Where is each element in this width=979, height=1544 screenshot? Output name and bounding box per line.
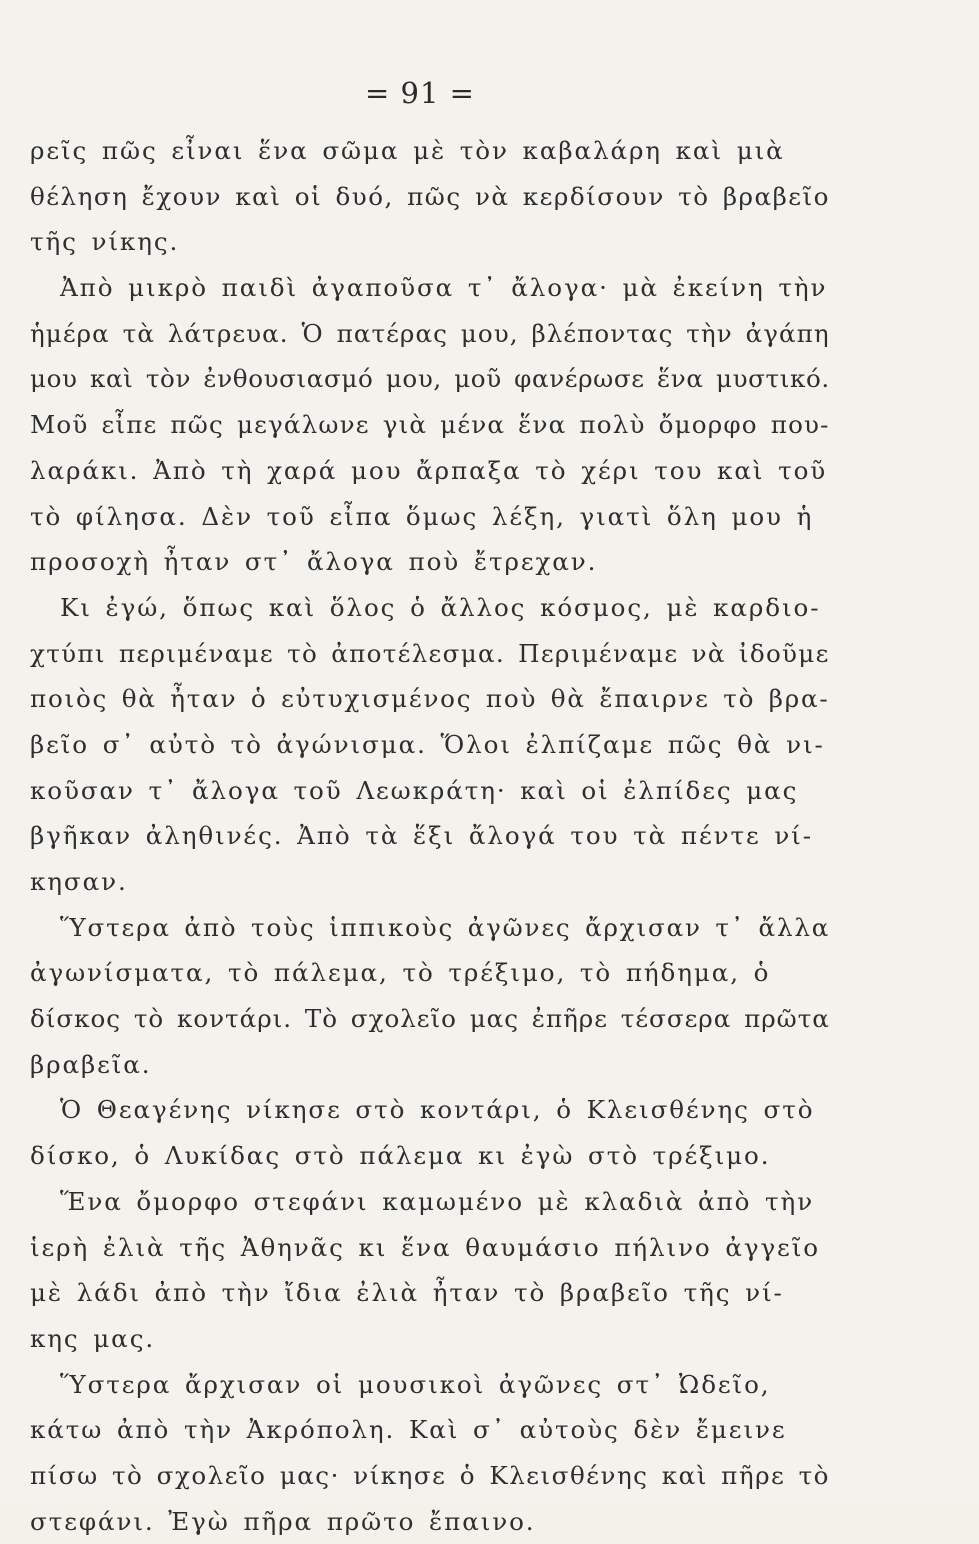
page-number: = 91 = xyxy=(365,76,475,110)
text-line: ποιὸς θὰ ἦταν ὁ εὐτυχισμένος ποὺ θὰ ἔπαιρνε τὸ βρα- xyxy=(30,684,830,714)
text-line: δίσκος τὸ κοντάρι. Τὸ σχολεῖο μας ἐπῆρε τέσσερα πρῶτα xyxy=(30,1004,830,1034)
text-line: κησαν. xyxy=(30,867,128,896)
text-line: τὸ φίλησα. Δὲν τοῦ εἶπα ὅμως λέξη, γιατὶ ὅλη μου ἡ xyxy=(30,501,814,531)
text-line: κοῦσαν τ᾽ ἄλογα τοῦ Λεωκράτη· καὶ οἱ ἐλπίδες μας xyxy=(30,775,799,805)
text-line: προσοχὴ ἦταν στ᾽ ἄλογα ποὺ ἔτρεχαν. xyxy=(30,547,598,577)
text-line: βραβεῖα. xyxy=(30,1049,152,1079)
text-line: θέληση ἔχουν καὶ οἱ δυό, πῶς νὰ κερδίσουν τὸ βραβεῖο xyxy=(30,181,830,211)
text-line: τῆς νίκης. xyxy=(30,227,180,257)
text-line: κάτω ἀπὸ τὴν Ἀκρόπολη. Καὶ σ᾽ αὐτοὺς δὲν ἔμεινε xyxy=(30,1415,787,1445)
text-line: Μοῦ εἶπε πῶς μεγάλωνε γιὰ μένα ἕνα πολὺ ὄμορφο που- xyxy=(30,410,830,440)
text-line: Κι ἐγώ, ὅπως καὶ ὅλος ὁ ἄλλος κόσμος, μὲ καρδιο- xyxy=(60,592,821,622)
text-line: δίσκο, ὁ Λυκίδας στὸ πάλεμα κι ἐγὼ στὸ τρέξιμο. xyxy=(30,1141,771,1171)
text-line: βεῖο σ᾽ αὐτὸ τὸ ἀγώνισμα. Ὅλοι ἐλπίζαμε πῶς θὰ νι- xyxy=(30,729,825,759)
text-line: Ἕνα ὄμορφο στεφάνι καμωμένο μὲ κλαδιὰ ἀπὸ τὴν xyxy=(60,1186,815,1216)
text-line: Ὕστερα ἄρχισαν οἱ μουσικοὶ ἀγῶνες στ᾽ Ὠδεῖο, xyxy=(60,1369,771,1399)
text-line: στεφάνι. Ἐγὼ πῆρα πρῶτο ἔπαινο. xyxy=(30,1506,536,1536)
text-line: πίσω τὸ σχολεῖο μας· νίκησε ὁ Κλεισθένης καὶ πῆρε τὸ xyxy=(30,1460,830,1490)
text-line: ρεῖς πῶς εἶναι ἕνα σῶμα μὲ τὸν καβαλάρη καὶ μιὰ xyxy=(30,136,785,165)
text-line: Ἀπὸ μικρὸ παιδὶ ἀγαποῦσα τ᾽ ἄλογα· μὰ ἐκείνη τὴν xyxy=(60,273,828,303)
text-line: κης μας. xyxy=(30,1323,156,1353)
text-line: ἀγωνίσματα, τὸ πάλεμα, τὸ τρέξιμο, τὸ πήδημα, ὁ xyxy=(30,958,771,988)
text-line: Ὕστερα ἀπὸ τοὺς ἱππικοὺς ἀγῶνες ἄρχισαν τ᾽ ἄλλα xyxy=(60,912,831,942)
body-text xyxy=(30,128,830,1544)
text-line: μου καὶ τὸν ἐνθουσιασμό μου, μοῦ φανέρωσε ἕνα μυστικό. xyxy=(30,364,830,394)
text-line: βγῆκαν ἀληθινές. Ἀπὸ τὰ ἕξι ἄλογά του τὰ πέντε νί- xyxy=(30,821,813,851)
text-line: χτύπι περιμέναμε τὸ ἀποτέλεσμα. Περιμέναμε νὰ ἰδοῦμε xyxy=(30,638,830,668)
text-line: ἡμέρα τὰ λάτρευα. Ὁ πατέρας μου, βλέποντας τὴν ἀγάπη xyxy=(30,318,830,348)
text-line: Ὁ Θεαγένης νίκησε στὸ κοντάρι, ὁ Κλεισθένης στὸ xyxy=(60,1095,815,1125)
text-line: ἱερὴ ἐλιὰ τῆς Ἀθηνᾶς κι ἕνα θαυμάσιο πήλινο ἀγγεῖο xyxy=(30,1232,820,1262)
text-line: λαράκι. Ἀπὸ τὴ χαρά μου ἄρπαξα τὸ χέρι του καὶ τοῦ xyxy=(30,455,828,485)
text-line: μὲ λάδι ἀπὸ τὴν ἴδια ἐλιὰ ἦταν τὸ βραβεῖο τῆς νί- xyxy=(30,1278,784,1308)
